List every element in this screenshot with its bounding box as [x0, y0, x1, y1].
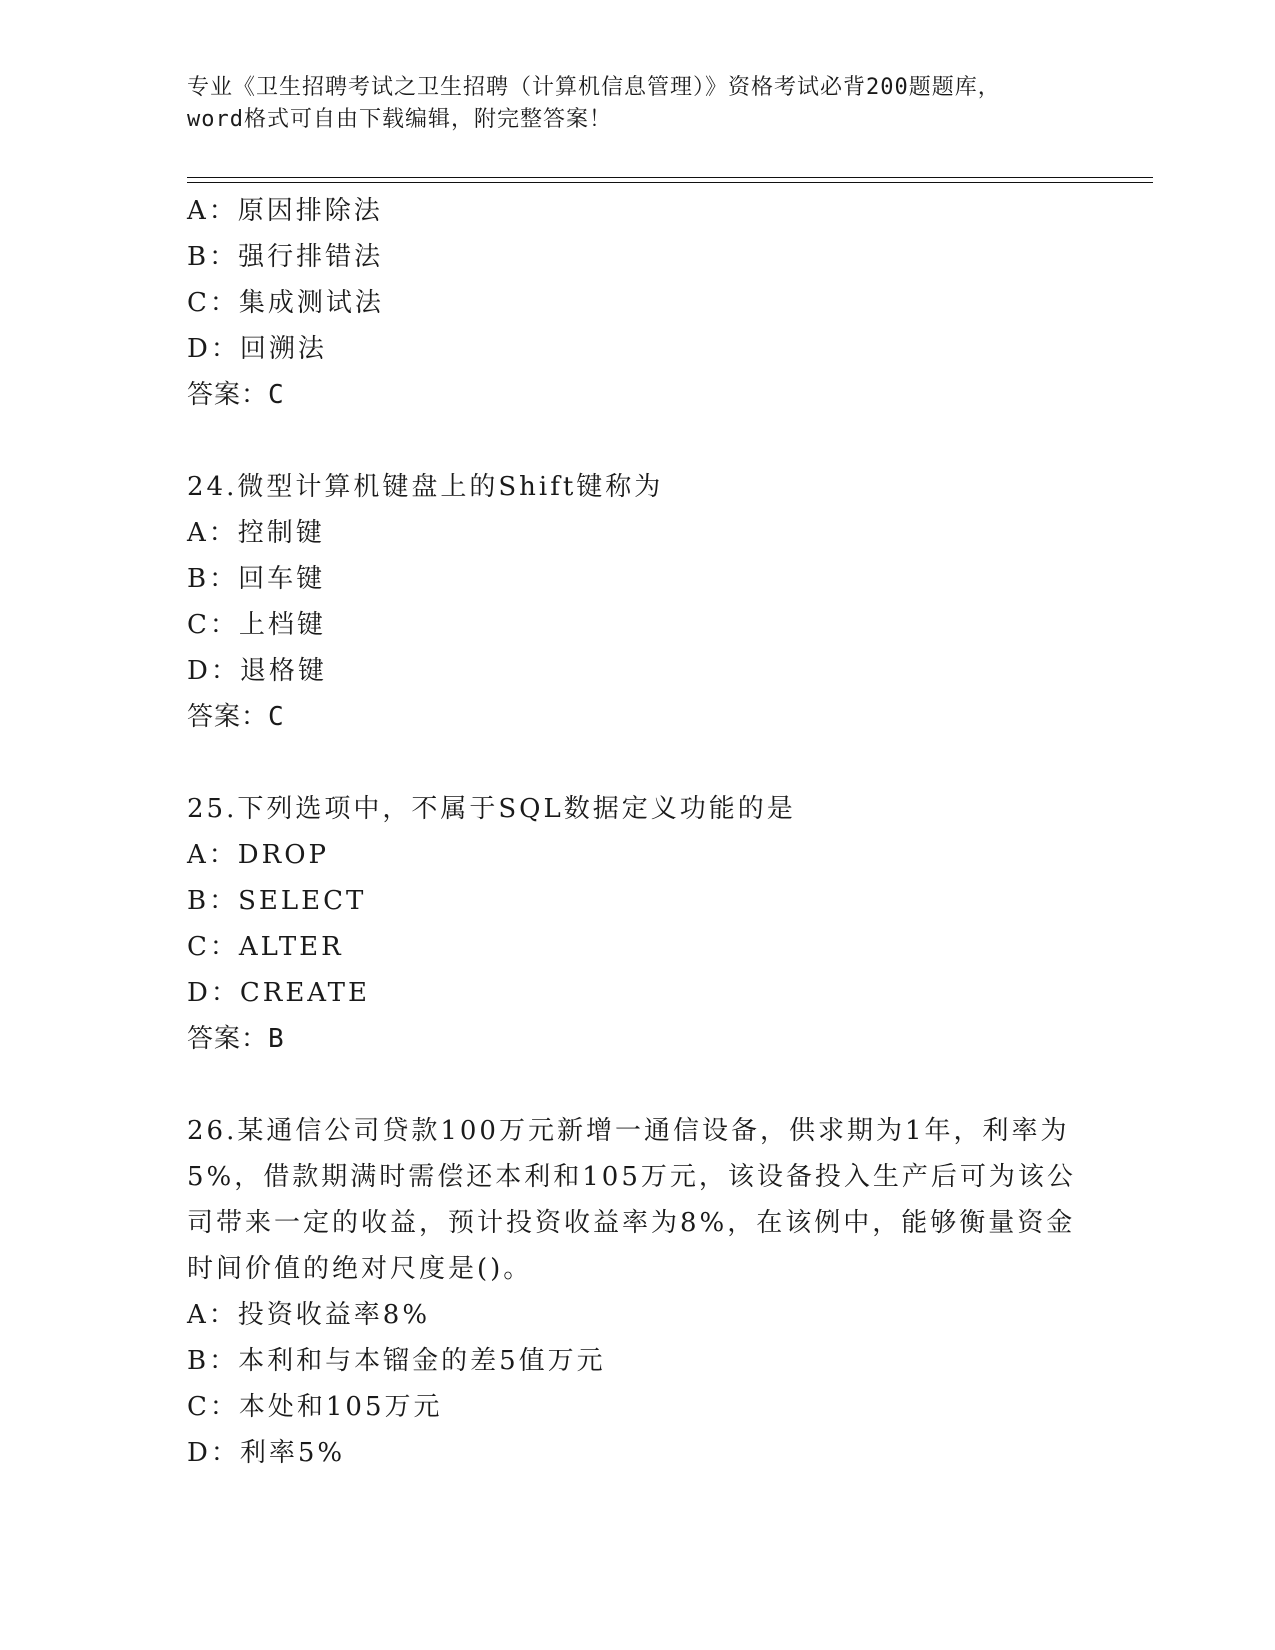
question-text: 25.下列选项中，不属于SQL数据定义功能的是 [187, 794, 796, 824]
header-line-2: word格式可自由下载编辑，附完整答案！ [187, 107, 612, 132]
option-a: A：原因排除法 [187, 196, 383, 226]
question-block-25 [187, 786, 1087, 1062]
option-c: C：ALTER [187, 932, 344, 962]
option-a: A：DROP [187, 840, 330, 870]
option-d: D：CREATE [187, 978, 370, 1008]
question-text-line-2: 5%，借款期满时需偿还本利和105万元，该设备投入生产后可为该公 [187, 1162, 1076, 1192]
header-rule-bottom [187, 182, 1153, 183]
option-d: D：利率5% [187, 1438, 346, 1468]
option-b: B：SELECT [187, 886, 367, 916]
header-line-1: 专业《卫生招聘考试之卫生招聘（计算机信息管理）》资格考试必背200题题库， [187, 75, 1001, 100]
option-a: A：投资收益率8% [187, 1300, 431, 1330]
option-b: B：回车键 [187, 564, 326, 594]
option-b: B：本利和与本镏金的差5值万元 [187, 1346, 606, 1376]
answer: 答案：C [187, 380, 285, 410]
option-c: C：本处和105万元 [187, 1392, 443, 1422]
question-text: 24.微型计算机键盘上的Shift键称为 [187, 472, 664, 502]
answer: 答案：B [187, 1024, 285, 1054]
answer: 答案：C [187, 702, 285, 732]
option-c: C：上档键 [187, 610, 326, 640]
question-text-line-1: 26.某通信公司贷款100万元新增一通信设备，供求期为1年，利率为 [187, 1116, 1070, 1146]
option-a: A：控制键 [187, 518, 325, 548]
option-d: D：退格键 [187, 656, 327, 686]
question-block-23 [187, 188, 1087, 418]
option-d: D：回溯法 [187, 334, 327, 364]
header-rule-top [187, 177, 1153, 178]
question-list [187, 188, 1087, 1476]
question-block-26 [187, 1108, 1087, 1476]
document-header [187, 72, 1087, 136]
question-text-line-3: 司带来一定的收益，预计投资收益率为8%，在该例中，能够衡量资金 [187, 1208, 1076, 1238]
option-c: C：集成测试法 [187, 288, 384, 318]
option-b: B：强行排错法 [187, 242, 384, 272]
question-block-24 [187, 464, 1087, 740]
question-text-line-4: 时间价值的绝对尺度是()。 [187, 1254, 533, 1284]
